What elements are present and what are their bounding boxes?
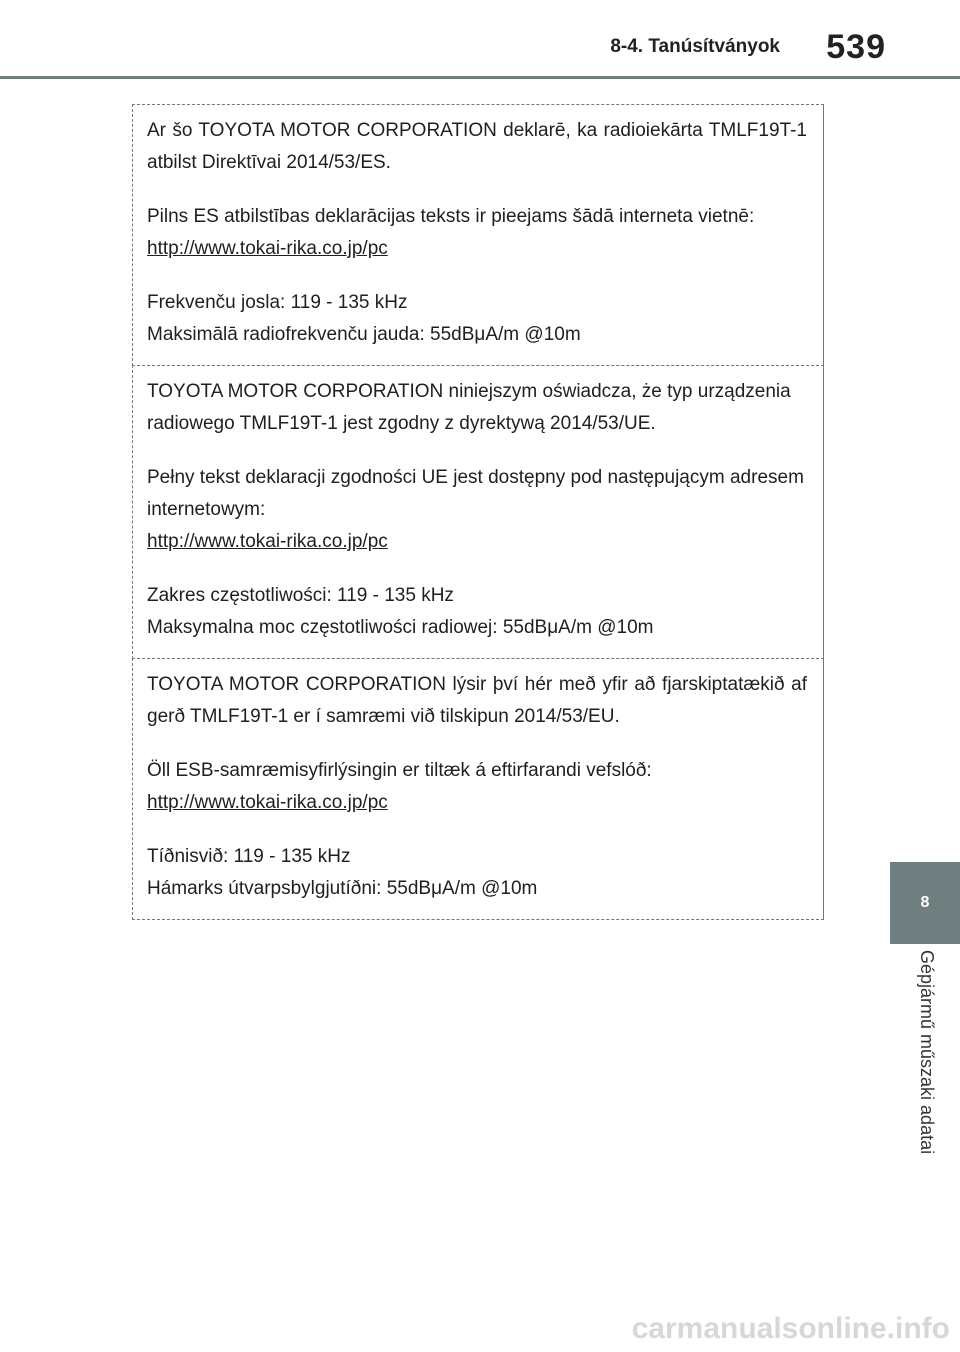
declaration-statement: TOYOTA MOTOR CORPORATION niniejszym oświadcza, że typ urządzenia radiowego TMLF19T-1 jest zgodny z dyrektywą 2014/53/UE. [147,381,791,434]
declaration-icelandic [132,658,824,920]
chapter-tab[interactable]: 8 [890,862,960,944]
max-power: Hámarks útvarpsbylgjutíðni: 55dBμA/m @10m [147,878,538,899]
declaration-link[interactable]: http://www.tokai-rika.co.jp/pc [147,531,388,552]
page-header [0,0,960,80]
declaration-polish [132,365,824,659]
watermark: carmanualsonline.info [631,1312,950,1345]
declaration-latvian [132,104,824,366]
frequency-band: Tíðnisvið: 119 - 135 kHz [147,846,351,867]
declaration-availability: Öll ESB-samræmisyfirlýsingin er tiltæk á eftirfarandi vefslóð: [147,760,652,781]
declaration-availability: Pełny tekst deklaracji zgodności UE jest dostępny pod następującym adresem internetowym: [147,467,804,520]
page-number: 539 [826,28,886,66]
frequency-band: Zakres częstotliwości: 119 - 135 kHz [147,585,454,606]
header-rule [0,76,960,79]
max-power: Maksymalna moc częstotliwości radiowej: 55dBμA/m @10m [147,617,654,638]
declaration-statement: TOYOTA MOTOR CORPORATION lýsir því hér með yfir að fjarskiptatækið af gerð TMLF19T-1 er í samræmi við tilskipun 2014/53/EU. [147,674,807,727]
declaration-link[interactable]: http://www.tokai-rika.co.jp/pc [147,238,388,259]
section-title: 8-4. Tanúsítványok [610,36,780,57]
declaration-availability: Pilns ES atbilstības deklarācijas teksts ir pieejams šādā interneta vietnē: [147,206,755,227]
max-power: Maksimālā radiofrekvenču jauda: 55dBμA/m @10m [147,324,581,345]
declaration-statement: Ar šo TOYOTA MOTOR CORPORATION deklarē, ka radioiekārta TMLF19T-1 atbilst Direktīvai 2014/53/ES. [147,120,807,173]
frequency-band: Frekvenču josla: 119 - 135 kHz [147,292,408,313]
declaration-link[interactable]: http://www.tokai-rika.co.jp/pc [147,792,388,813]
chapter-label [890,950,960,1210]
declarations-box [132,104,824,919]
chapter-label-text: Gépjármű műszaki adatai [917,950,937,1155]
